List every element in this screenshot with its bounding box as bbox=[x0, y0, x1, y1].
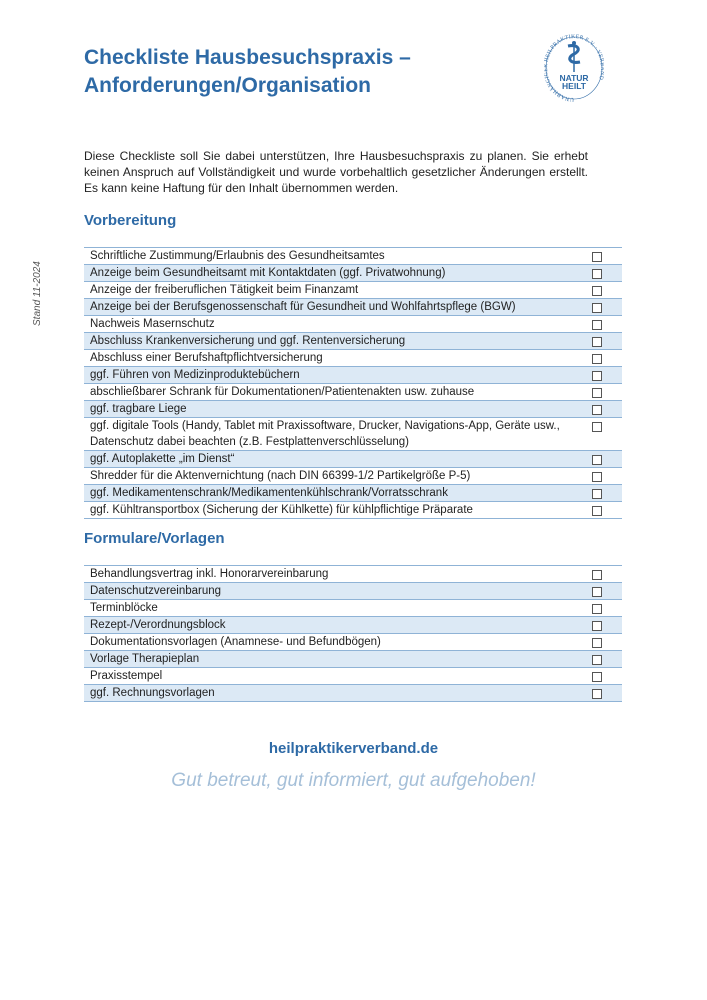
checklist-item-label: ggf. Medikamentenschrank/Medikamentenkühlschrank/Vorratsschrank bbox=[90, 487, 448, 499]
checklist-item-label: Dokumentationsvorlagen (Anamnese- und Befundbögen) bbox=[90, 636, 381, 648]
checkbox[interactable] bbox=[592, 422, 602, 432]
checkbox[interactable] bbox=[592, 269, 602, 279]
checklist-row bbox=[84, 282, 622, 299]
checklist-item-label: Schriftliche Zustimmung/Erlaubnis des Gesundheitsamtes bbox=[90, 250, 385, 262]
checklist-row bbox=[84, 685, 622, 702]
checklist-item-label: Shredder für die Aktenvernichtung (nach DIN 66399-1/2 Partikelgröße P-5) bbox=[90, 470, 471, 482]
checkbox[interactable] bbox=[592, 689, 602, 699]
checkbox[interactable] bbox=[592, 489, 602, 499]
checklist-row bbox=[84, 350, 622, 367]
checklist-row bbox=[84, 485, 622, 502]
logo-line-2: HEILT bbox=[562, 81, 586, 91]
stand-date: Stand 11-2024 bbox=[32, 261, 43, 326]
checklist-item-label: Anzeige bei der Berufsgenossenschaft für Gesundheit und Wohlfahrtspflege (BGW) bbox=[90, 301, 516, 313]
checkbox[interactable] bbox=[592, 286, 602, 296]
checklist-item-label: Terminblöcke bbox=[90, 602, 158, 614]
checkbox[interactable] bbox=[592, 320, 602, 330]
checklist-item-label: Abschluss einer Berufshaftpflichtversicherung bbox=[90, 352, 323, 364]
checklist-item-label: ggf. Kühltransportbox (Sicherung der Kühlkette) für kühlpflichtige Präparate bbox=[90, 504, 473, 516]
section-heading-vorbereitung: Vorbereitung bbox=[84, 212, 177, 229]
page-title bbox=[84, 44, 504, 100]
checklist-item-label: Anzeige beim Gesundheitsamt mit Kontaktdaten (ggf. Privatwohnung) bbox=[90, 267, 446, 279]
checkbox[interactable] bbox=[592, 388, 602, 398]
checklist-item-label: ggf. tragbare Liege bbox=[90, 403, 187, 415]
checklist-row bbox=[84, 502, 622, 519]
checklist-row bbox=[84, 248, 622, 265]
checklist-row bbox=[84, 418, 622, 451]
checkbox[interactable] bbox=[592, 621, 602, 631]
checkbox[interactable] bbox=[592, 405, 602, 415]
checklist-item-label: abschließbarer Schrank für Dokumentationen/Patientenakten usw. zuhause bbox=[90, 386, 475, 398]
checklist-item-label: Vorlage Therapieplan bbox=[90, 653, 200, 665]
checklist-row bbox=[84, 316, 622, 333]
checklist-row bbox=[84, 468, 622, 485]
slogan: Gut betreut, gut informiert, gut aufgehoben! bbox=[171, 770, 536, 791]
checkbox[interactable] bbox=[592, 672, 602, 682]
checklist-item-label: ggf. digitale Tools (Handy, Tablet mit Praxissoftware, Drucker, Navigations-App, Geräte usw., Datenschutz dabei beachten (z.B. Festplattenverschlüsselung) bbox=[90, 420, 560, 448]
checklist-row bbox=[84, 566, 622, 583]
checklist-row bbox=[84, 384, 622, 401]
logo-line-1: NATUR bbox=[559, 73, 589, 83]
checkbox[interactable] bbox=[592, 604, 602, 614]
checkbox[interactable] bbox=[592, 587, 602, 597]
checklist-formulare bbox=[84, 565, 622, 702]
checklist-row bbox=[84, 367, 622, 384]
checklist-item-label: Datenschutzvereinbarung bbox=[90, 585, 222, 597]
checklist-item-label: Nachweis Masernschutz bbox=[90, 318, 215, 330]
checkbox[interactable] bbox=[592, 371, 602, 381]
checklist-row bbox=[84, 634, 622, 651]
checklist-row bbox=[84, 668, 622, 685]
checklist-row bbox=[84, 401, 622, 418]
checklist-row bbox=[84, 265, 622, 282]
checkbox[interactable] bbox=[592, 570, 602, 580]
checklist-vorbereitung bbox=[84, 247, 622, 519]
checklist-item-label: Praxisstempel bbox=[90, 670, 163, 682]
checklist-item-label: Abschluss Krankenversicherung und ggf. Rentenversicherung bbox=[90, 335, 406, 347]
intro-text: Diese Checkliste soll Sie dabei unterstützen, Ihre Hausbesuchspraxis zu planen. Sie erhebt keinen Anspruch auf Vollständigkeit und wurde vorbehaltlich gesetzlicher Änderungen erstellt. Es kann keine Haftung für den Inhalt übernommen werden. bbox=[84, 149, 588, 195]
section-heading-formulare: Formulare/Vorlagen bbox=[84, 530, 225, 547]
checkbox[interactable] bbox=[592, 303, 602, 313]
checkbox[interactable] bbox=[592, 472, 602, 482]
checklist-row bbox=[84, 617, 622, 634]
checklist-row bbox=[84, 651, 622, 668]
association-logo bbox=[544, 32, 604, 106]
checklist-row bbox=[84, 583, 622, 600]
checklist-row bbox=[84, 299, 622, 316]
checklist-row bbox=[84, 600, 622, 617]
checklist-item-label: Anzeige der freiberuflichen Tätigkeit beim Finanzamt bbox=[90, 284, 359, 296]
title-line-1: Checkliste Hausbesuchspraxis – bbox=[84, 46, 411, 69]
checklist-row bbox=[84, 451, 622, 468]
checklist-item-label: ggf. Autoplakette „im Dienst“ bbox=[90, 453, 235, 465]
title-line-2: Anforderungen/Organisation bbox=[84, 74, 372, 97]
checklist-item-label: ggf. Führen von Medizinproduktebüchern bbox=[90, 369, 300, 381]
checkbox[interactable] bbox=[592, 638, 602, 648]
checkbox[interactable] bbox=[592, 252, 602, 262]
checkbox[interactable] bbox=[592, 337, 602, 347]
logo-ring-text: UNABHÄNGI HEILPRAKTIKER E.V. · VER D bbox=[544, 33, 604, 103]
checklist-row bbox=[84, 333, 622, 350]
checklist-item-label: Rezept-/Verordnungsblock bbox=[90, 619, 226, 631]
checklist-item-label: ggf. Rechnungsvorlagen bbox=[90, 687, 215, 699]
checklist-item-label: Behandlungsvertrag inkl. Honorarvereinbarung bbox=[90, 568, 329, 580]
checkbox[interactable] bbox=[592, 455, 602, 465]
website-link[interactable]: heilpraktikerverband.de bbox=[268, 740, 439, 757]
checkbox[interactable] bbox=[592, 655, 602, 665]
checkbox[interactable] bbox=[592, 354, 602, 364]
checkbox[interactable] bbox=[592, 506, 602, 516]
